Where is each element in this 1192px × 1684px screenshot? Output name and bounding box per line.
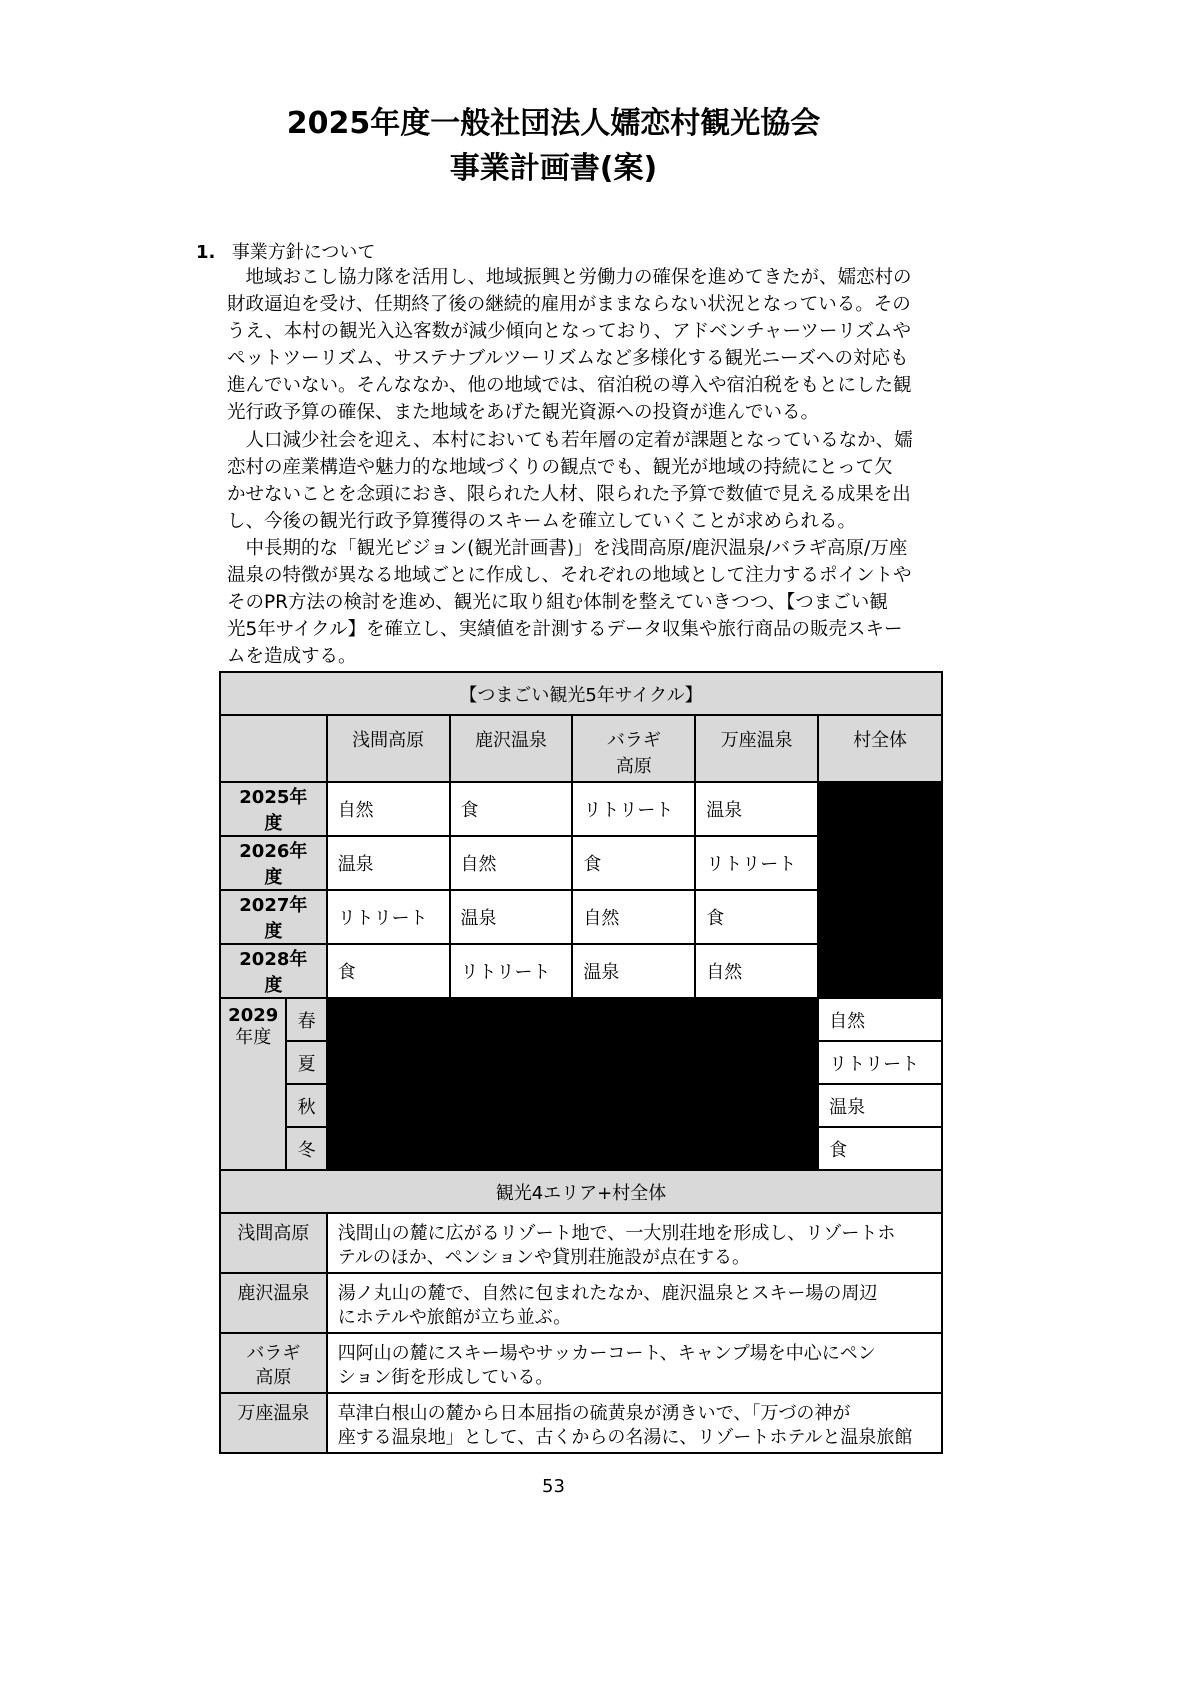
area-name: 鹿沢温泉 [220, 1273, 327, 1333]
year-2029: 2029 [228, 1005, 279, 1026]
body-line: 人口減少社会を迎え、本村においても若年層の定着が課題となっているなか、嬬 [227, 429, 913, 451]
area-description [327, 1393, 942, 1453]
cell: 温泉 [695, 782, 818, 836]
cell: 温泉 [327, 836, 450, 890]
body-line: 進んでいない。そんななか、他の地域では、宿泊税の導入や宿泊税をもとにした観 [227, 375, 912, 397]
cell: 自然 [450, 836, 573, 890]
cell: 自然 [818, 998, 942, 1041]
body-line: うえ、本村の観光入込客数が減少傾向となっており、アドベンチャーツーリズムや [227, 321, 911, 343]
page-number: 53 [542, 1476, 565, 1497]
area-name: 浅間高原 [220, 1213, 327, 1273]
col-header: 鹿沢温泉 [450, 715, 573, 782]
body-line: 地域おこし協力隊を活用し、地域振興と労働力の確保を進めてきたが、嬬恋村の [227, 267, 912, 288]
cell: 自然 [695, 944, 818, 998]
area-description [327, 1333, 942, 1393]
body-text [227, 264, 913, 670]
season-cell: 秋 [286, 1084, 326, 1127]
desc-line: 浅間山の麓に広がるリゾート地で、一大別荘地を形成し、リゾートホ [337, 1223, 896, 1244]
cell: 温泉 [572, 944, 695, 998]
section-heading [196, 238, 375, 264]
desc-line: 座する温泉地」として、古くからの名湯に、リゾートホテルと温泉旅館 [337, 1427, 913, 1448]
area-name-line: バラギ [246, 1343, 301, 1364]
area-name-line: 高原 [255, 1367, 292, 1388]
blacked-out-cell [818, 782, 942, 998]
desc-line: ション街を形成している。 [337, 1367, 554, 1388]
col-header [572, 715, 695, 782]
body-line: 光行政予算の確保、また地域をあげた観光資源への投資が進んでいる。 [227, 402, 820, 424]
cell: リトリート [327, 890, 450, 944]
body-line: 中長期的な「観光ビジョン(観光計画書)」を浅間高原/鹿沢温泉/バラギ高原/万座 [227, 537, 908, 559]
cell: リトリート [450, 944, 573, 998]
body-line: し、今後の観光行政予算獲得のスキームを確立していくことが求められる。 [227, 510, 857, 532]
cell: 食 [327, 944, 450, 998]
table-title: 【つまごい観光5年サイクル】 [220, 672, 942, 715]
col-header: 浅間高原 [327, 715, 450, 782]
body-line: 財政逼迫を受け、任期終了後の継続的雇用がままならない状況となっている。その [227, 294, 911, 316]
col-header: 村全体 [818, 715, 942, 782]
table-row [220, 782, 942, 836]
area-name: 万座温泉 [220, 1393, 327, 1453]
season-cell: 春 [286, 998, 326, 1041]
body-line: 温泉の特徴が異なる地域ごとに作成し、それぞれの地域として注力するポイントや [227, 565, 912, 587]
col-header: 万座温泉 [695, 715, 818, 782]
year-cell: 2026年度 [220, 836, 327, 890]
desc-line: テルのほか、ペンションや貸別荘施設が点在する。 [337, 1247, 750, 1268]
document-title-line1: 2025年度一般社団法人嬬恋村観光協会 [286, 106, 821, 141]
area-description [327, 1273, 942, 1333]
table-row [220, 998, 942, 1041]
body-line: 恋村の産業構造や魅力的な地域づくりの観点でも、観光が地域の持続にとって欠 [227, 456, 893, 478]
col-header-line: 高原 [615, 756, 652, 777]
cell: 食 [572, 836, 695, 890]
cell: リトリート [695, 836, 818, 890]
desc-line: 四阿山の麓にスキー場やサッカーコート、キャンプ場を中心にペン [337, 1343, 876, 1364]
year-cell-2029 [220, 998, 286, 1170]
section-number: 1. [196, 242, 216, 263]
desc-line: 湯ノ丸山の麓で、自然に包まれたなか、鹿沢温泉とスキー場の周辺 [337, 1283, 878, 1304]
tourism-cycle-table [219, 671, 943, 1454]
area-row [220, 1213, 942, 1273]
cell: 食 [695, 890, 818, 944]
cell: 食 [450, 782, 573, 836]
area-row [220, 1393, 942, 1453]
year-cell: 2027年度 [220, 890, 327, 944]
body-line: かせないことを念頭におき、限られた人材、限られた予算で数値で見える成果を出 [227, 483, 911, 505]
year-cell: 2028年度 [220, 944, 327, 998]
season-cell: 夏 [286, 1041, 326, 1084]
cell: 温泉 [818, 1084, 942, 1127]
season-cell: 冬 [286, 1127, 326, 1170]
body-line: 光5年サイクル】を確立し、実績値を計測するデータ収集や旅行商品の販売スキー [227, 619, 903, 641]
col-header-line: バラギ [606, 730, 661, 751]
year-suffix: 年度 [235, 1027, 272, 1048]
body-line: ペットツーリズム、サステナブルツーリズムなど多様化する観光ニーズへの対応も [227, 348, 909, 370]
area-row [220, 1273, 942, 1333]
year-cell: 2025年度 [220, 782, 327, 836]
area-row [220, 1333, 942, 1393]
desc-line: にホテルや旅館が立ち並ぶ。 [337, 1307, 572, 1328]
cell: 自然 [572, 890, 695, 944]
cell: リトリート [818, 1041, 942, 1084]
header-blank [220, 715, 327, 782]
cell: 自然 [327, 782, 450, 836]
area-description [327, 1213, 942, 1273]
cell: リトリート [572, 782, 695, 836]
areas-title: 観光4エリア+村全体 [220, 1170, 942, 1213]
desc-line: 草津白根山の麓から日本屈指の硫黄泉が湧きいで、「万づの神が [337, 1403, 851, 1424]
blacked-out-cell [327, 998, 818, 1170]
area-name [220, 1333, 327, 1393]
cell: 食 [818, 1127, 942, 1170]
body-line: そのPR方法の検討を進め、観光に取り組む体制を整えていきつつ、【つまごい観 [227, 592, 888, 614]
section-title: 事業方針について [231, 242, 376, 263]
cell: 温泉 [450, 890, 573, 944]
body-line: ムを造成する。 [227, 646, 357, 668]
document-title-line2: 事業計画書(案) [449, 151, 658, 186]
